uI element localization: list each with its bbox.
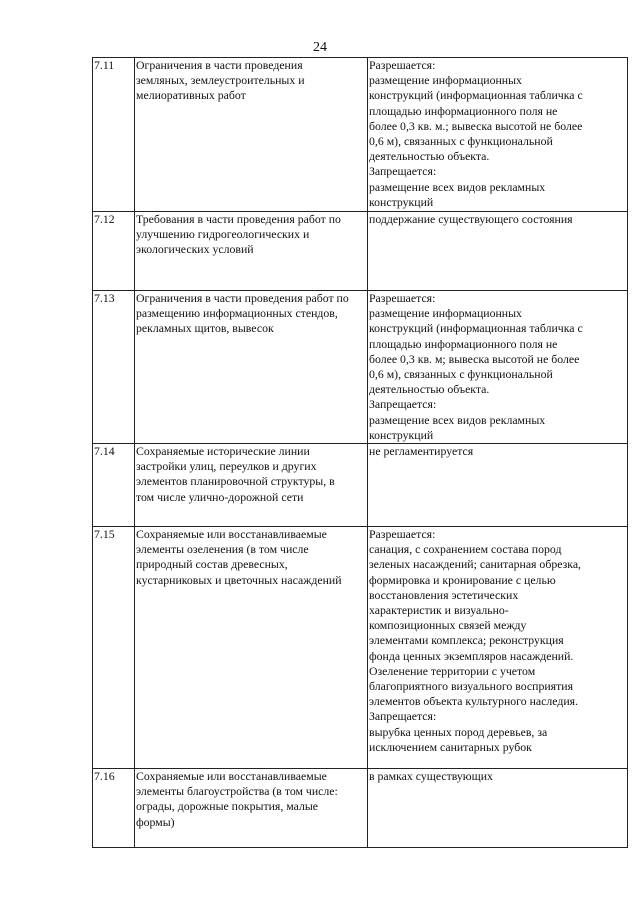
row-name-line: экологических условий — [136, 242, 254, 257]
row-regulation-line: зеленых насаждений; санитарная обрезка, — [369, 557, 582, 572]
row-regulation-line: деятельностью объекта. — [369, 149, 490, 164]
row-regulation-line: фонда ценных экземпляров насаждений. — [369, 648, 574, 663]
page-number: 24 — [313, 40, 327, 55]
row-name-line: природный состав древесных, — [136, 557, 288, 572]
row-regulation-cell — [368, 58, 628, 212]
row-number: 7.15 — [94, 527, 115, 542]
row-number: 7.14 — [94, 444, 115, 459]
row-regulation-line: Запрещается: — [369, 397, 437, 412]
row-regulation-line: размещение информационных — [369, 73, 522, 88]
row-regulation-line: исключением санитарных рубок — [369, 739, 532, 754]
row-name-line: Сохраняемые или восстанавливаемые — [136, 769, 327, 784]
row-name-line: Ограничения в части проведения — [136, 58, 303, 72]
row-name-line: кустарниковых и цветочных насаждений — [136, 572, 342, 587]
row-name-cell — [135, 212, 368, 291]
row-name-line: земляных, землеустроительных и — [136, 73, 305, 88]
row-number-cell — [93, 444, 135, 527]
row-regulation-line: конструкций (информационная табличка с — [369, 321, 583, 336]
row-name-line: размещению информационных стендов, — [136, 306, 338, 321]
row-regulation-line: более 0,3 кв. м.; вывеска высотой не более — [369, 118, 583, 133]
row-regulation-line: Запрещается: — [369, 709, 437, 724]
row-regulation-line: в рамках существующих — [369, 769, 493, 784]
row-regulation-line: вырубка ценных пород деревьев, за — [369, 724, 548, 739]
row-regulation-line: конструкций (информационная табличка с — [369, 88, 583, 103]
row-regulation-cell — [368, 291, 628, 444]
table-row — [93, 769, 628, 848]
row-name-line: элементы благоустройства (в том числе: — [136, 784, 338, 799]
row-regulation-line: элементов объекта культурного наследия. — [369, 694, 579, 709]
row-name-line: улучшению гидрогеологических и — [136, 227, 310, 242]
table-row — [93, 527, 628, 769]
row-regulation-line: размещение всех видов рекламных — [369, 179, 546, 194]
row-number-cell — [93, 212, 135, 291]
row-regulation-line: размещение информационных — [369, 306, 522, 321]
row-number: 7.13 — [94, 291, 115, 305]
row-regulation-line: санация, с сохранением состава пород — [369, 542, 562, 557]
row-regulation-line: площадью информационного поля не — [369, 103, 558, 118]
row-name-cell — [135, 291, 368, 444]
row-regulation-line: Разрешается: — [369, 58, 436, 72]
row-regulation-cell — [368, 527, 628, 769]
row-regulation-line: площадью информационного поля не — [369, 336, 558, 351]
row-regulation-line: характеристик и визуально- — [369, 603, 509, 618]
row-regulation-line: формировка и кронирование с целью — [369, 572, 556, 587]
row-regulation-line: Озеленение территории с учетом — [369, 663, 536, 678]
row-regulation-line: деятельностью объекта. — [369, 382, 490, 397]
row-name-cell — [135, 527, 368, 769]
row-name-line: формы) — [136, 814, 175, 829]
row-name-cell — [135, 444, 368, 527]
row-number: 7.16 — [94, 769, 115, 784]
row-name-line: том числе улично-дорожной сети — [136, 489, 304, 504]
row-number: 7.12 — [94, 212, 115, 226]
row-regulation-line: композиционных связей между — [369, 618, 527, 633]
table-row — [93, 444, 628, 527]
row-regulation-line: размещение всех видов рекламных — [369, 412, 546, 427]
row-number-cell — [93, 769, 135, 848]
row-number-cell — [93, 527, 135, 769]
regulations-table — [92, 57, 628, 848]
row-name-line: Ограничения в части проведения работ по — [136, 291, 349, 305]
row-regulation-line: Запрещается: — [369, 164, 437, 179]
row-name-line: ограды, дорожные покрытия, малые — [136, 799, 319, 814]
row-name-cell — [135, 58, 368, 212]
row-regulation-line: элементами комплекса; реконструкция — [369, 633, 564, 648]
row-number-cell — [93, 58, 135, 212]
row-regulation-line: не регламентируется — [369, 444, 474, 459]
row-name-line: мелиоративных работ — [136, 88, 246, 103]
row-name-line: рекламных щитов, вывесок — [136, 321, 274, 336]
row-regulation-line: благоприятного визуального восприятия — [369, 679, 573, 694]
row-number: 7.11 — [94, 58, 115, 72]
row-regulation-line: Разрешается: — [369, 527, 436, 542]
row-regulation-line: более 0,3 кв. м; вывеска высотой не более — [369, 351, 580, 366]
row-name-cell — [135, 769, 368, 848]
row-name-line: Сохраняемые исторические линии — [136, 444, 310, 459]
row-regulation-line: поддержание существующего состояния — [369, 212, 573, 226]
row-regulation-cell — [368, 769, 628, 848]
table-row — [93, 58, 628, 212]
row-regulation-line: Разрешается: — [369, 291, 436, 305]
row-regulation-line: 0,6 м), связанных с функциональной — [369, 134, 553, 149]
table-row — [93, 291, 628, 444]
row-number-cell — [93, 291, 135, 444]
row-regulation-line: конструкций — [369, 194, 434, 209]
row-name-line: Требования в части проведения работ по — [136, 212, 341, 226]
row-regulation-line: конструкций — [369, 427, 434, 442]
row-name-line: застройки улиц, переулков и других — [136, 459, 317, 474]
table-row — [93, 212, 628, 291]
row-regulation-line: восстановления эстетических — [369, 587, 519, 602]
row-regulation-cell — [368, 212, 628, 291]
row-name-line: элементов планировочной структуры, в — [136, 474, 335, 489]
row-name-line: Сохраняемые или восстанавливаемые — [136, 527, 327, 542]
row-regulation-cell — [368, 444, 628, 527]
row-regulation-line: 0,6 м), связанных с функциональной — [369, 367, 553, 382]
row-name-line: элементы озеленения (в том числе — [136, 542, 309, 557]
